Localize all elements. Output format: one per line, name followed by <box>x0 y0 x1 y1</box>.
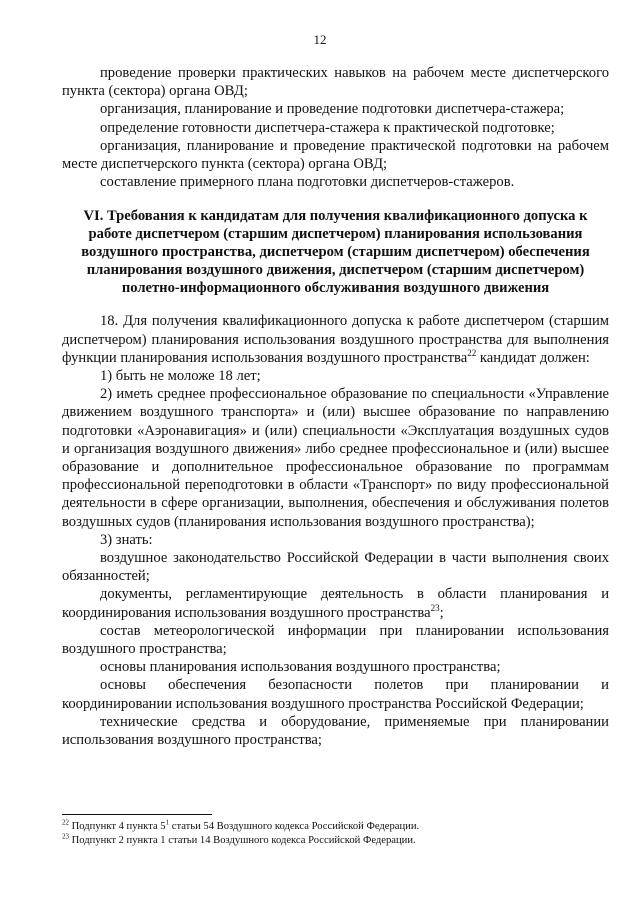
paragraph-18-tail: кандидат должен: <box>479 349 590 366</box>
paragraph-18 <box>62 312 609 367</box>
list-item: составление примерного плана подготовки диспетчеров-стажеров. <box>100 174 515 191</box>
list-item: определение готовности диспетчера-стажера к практической подготовке; <box>100 119 555 136</box>
knowledge-item: основы планирования использования воздушного пространства; <box>100 659 501 676</box>
knowledge-item: состав метеорологической информации при планировании использования воздушного пространства; <box>62 622 609 658</box>
footnote-23 <box>62 834 609 848</box>
paragraph-18-text: 18. Для получения квалификационного допуска к работе диспетчером (старшим диспетчером) планирования использования воздушного пространства для выполнения функции планирования использования воздушного пространства <box>62 313 609 366</box>
knowledge-item: воздушное законодательство Российской Федерации в части выполнения своих обязанностей; <box>62 550 609 585</box>
requirement-3: 3) знать: <box>100 531 153 548</box>
footnote-text: Подпункт 4 пункта 5 <box>69 821 166 832</box>
list-item: организация, планирование и проведение практической подготовки на рабочем месте диспетчерского пункта (сектора) органа ОВД; <box>62 137 609 173</box>
footnote-text: Подпункт 2 пункта 1 статьи 14 Воздушного кодекса Российской Федерации. <box>69 835 416 846</box>
knowledge-item <box>62 585 609 621</box>
footnote-text: статьи 54 Воздушного кодекса Российской Федерации. <box>169 821 420 832</box>
footnote-mark: 23 <box>62 832 69 841</box>
knowledge-item: основы обеспечения безопасности полетов при планировании и координировании использования воздушного пространства Российской Федерации; <box>62 677 609 712</box>
footnote-separator <box>62 814 212 815</box>
knowledge-item-text: документы, регламентирующие деятельность в области планирования и координирования использования воздушного пространства <box>62 586 609 621</box>
footnote-ref-22: 22 <box>467 347 477 358</box>
section-heading: VI. Требования к кандидатам для получения квалификационного допуска к работе диспетчером (старшим диспетчером) планирования использования воздушного пространства, диспетчером (старшим диспетчером) обеспечения планирования воздушного движения, диспетчером (старшим диспетчером) полетно-информационного обслуживания воздушного движения <box>81 208 590 297</box>
requirement-2: 2) иметь среднее профессиональное образование по специальности «Управление движением воздушного транспорта» и (или) высшее образование по направлению подготовки «Аэронавигация» и (или) специальности «Эксплуатация воздушных судов и организация воздушного движения» либо среднее профессиональное и (или) высшее образование и дополнительное профессиональное образование по программам профессиональной переподготовки в области «Транспорт» по виду профессиональной деятельности в сфере организации, выполнения, обеспечения и обслуживания полетов воздушных судов (планирования использования воздушного пространства); <box>62 386 609 530</box>
footnote-22 <box>62 820 609 834</box>
list-item: организация, планирование и проведение подготовки диспетчера-стажера; <box>100 101 565 118</box>
knowledge-item-end: ; <box>439 604 444 621</box>
footnote-mark: 22 <box>62 818 69 827</box>
footnote-ref-23: 23 <box>430 602 440 613</box>
main-text <box>62 64 609 749</box>
list-item: проведение проверки практических навыков на рабочем месте диспетчерского пункта (сектора) органа ОВД; <box>62 65 609 100</box>
requirement-1: 1) быть не моложе 18 лет; <box>100 368 261 385</box>
footnote-superscript: 1 <box>165 818 170 827</box>
footnotes <box>62 820 609 848</box>
page-number: 12 <box>313 32 327 47</box>
knowledge-item: технические средства и оборудование, применяемые при планировании использования воздушного пространства; <box>62 713 609 749</box>
